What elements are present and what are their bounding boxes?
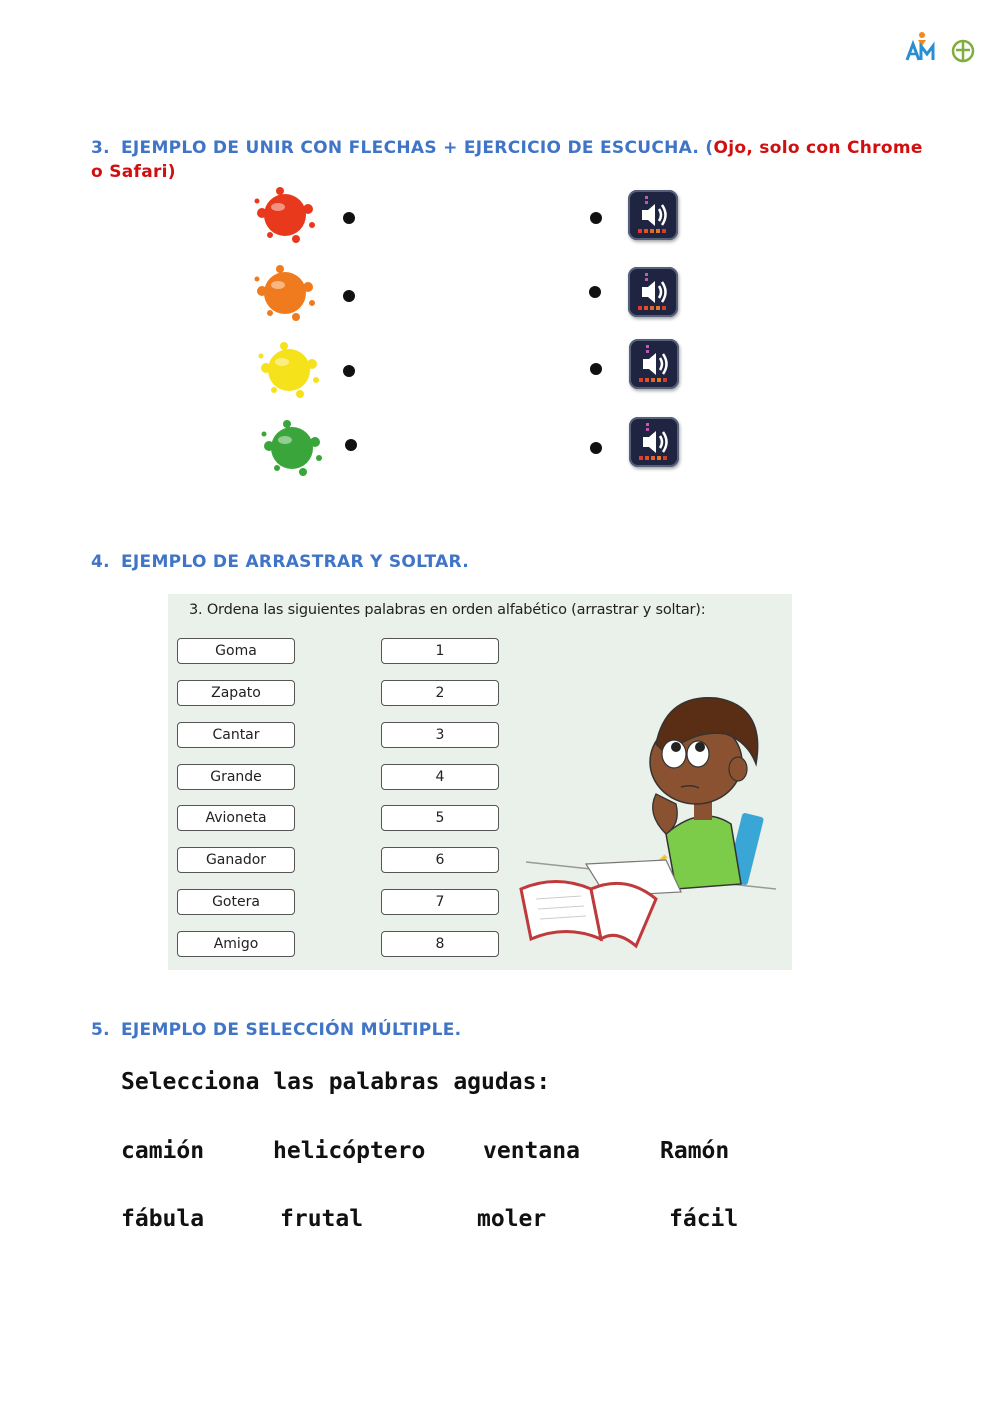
draggable-word[interactable]: Amigo xyxy=(177,931,295,957)
draggable-word[interactable]: Grande xyxy=(177,764,295,790)
drop-slot[interactable]: 7 xyxy=(381,889,499,915)
section-5-heading xyxy=(91,1020,461,1040)
drop-slot[interactable]: 4 xyxy=(381,764,499,790)
choice-word[interactable]: moler xyxy=(477,1206,547,1232)
audio-play-button[interactable] xyxy=(629,339,679,389)
browser-warning: Ojo, solo con Chrome o Safari) xyxy=(91,138,923,182)
thinking-boy-illustration xyxy=(516,684,786,954)
choice-word[interactable]: frutal xyxy=(280,1206,364,1232)
paint-splat-icon xyxy=(254,340,324,400)
draggable-word[interactable]: Goma xyxy=(177,638,295,664)
audio-play-button[interactable] xyxy=(629,417,679,467)
choice-word[interactable]: camión xyxy=(121,1138,205,1164)
match-point-right[interactable] xyxy=(590,363,602,375)
drop-slot[interactable]: 1 xyxy=(381,638,499,664)
paint-splat-icon xyxy=(250,263,320,323)
drop-slot[interactable]: 8 xyxy=(381,931,499,957)
choice-word[interactable]: helicóptero xyxy=(273,1138,426,1164)
drop-slot[interactable]: 6 xyxy=(381,847,499,873)
speaker-icon xyxy=(628,190,678,240)
section-5-number: 5. xyxy=(91,1020,110,1040)
cross-circle-logo xyxy=(950,38,976,64)
multiple-choice-prompt: Selecciona las palabras agudas: xyxy=(121,1069,551,1095)
drop-slot[interactable]: 5 xyxy=(381,805,499,831)
drag-drop-instruction: 3. Ordena las siguientes palabras en orden alfabético (arrastrar y soltar): xyxy=(189,602,706,618)
match-point-right[interactable] xyxy=(590,212,602,224)
draggable-word[interactable]: Cantar xyxy=(177,722,295,748)
choice-word[interactable]: fácil xyxy=(669,1206,739,1232)
match-point-right[interactable] xyxy=(590,442,602,454)
audio-play-button[interactable] xyxy=(628,267,678,317)
match-point-left[interactable] xyxy=(343,212,355,224)
match-point-right[interactable] xyxy=(589,286,601,298)
speaker-icon xyxy=(628,267,678,317)
match-point-left[interactable] xyxy=(343,290,355,302)
speaker-icon xyxy=(629,417,679,467)
section-3-number: 3. xyxy=(91,138,110,158)
match-point-left[interactable] xyxy=(345,439,357,451)
section-3-title: EJEMPLO DE UNIR CON FLECHAS + EJERCICIO DE ESCUCHA. ( xyxy=(121,138,714,158)
section-5-title: EJEMPLO DE SELECCIÓN MÚLTIPLE. xyxy=(121,1020,462,1040)
paint-splat-icon xyxy=(250,185,320,245)
drop-slot[interactable]: 3 xyxy=(381,722,499,748)
match-point-left[interactable] xyxy=(343,365,355,377)
draggable-word[interactable]: Zapato xyxy=(177,680,295,706)
speaker-icon xyxy=(629,339,679,389)
section-4-number: 4. xyxy=(91,552,110,572)
choice-word[interactable]: ventana xyxy=(483,1138,580,1164)
section-4-heading xyxy=(91,552,469,572)
audio-play-button[interactable] xyxy=(628,190,678,240)
drop-slot[interactable]: 2 xyxy=(381,680,499,706)
atm-logo xyxy=(904,30,938,64)
choice-word[interactable]: fábula xyxy=(121,1206,205,1232)
section-3-heading xyxy=(91,136,931,184)
section-4-title: EJEMPLO DE ARRASTRAR Y SOLTAR. xyxy=(121,552,469,572)
draggable-word[interactable]: Avioneta xyxy=(177,805,295,831)
drag-drop-panel xyxy=(168,594,792,970)
paint-splat-icon xyxy=(257,418,327,478)
draggable-word[interactable]: Gotera xyxy=(177,889,295,915)
choice-word[interactable]: Ramón xyxy=(660,1138,730,1164)
draggable-word[interactable]: Ganador xyxy=(177,847,295,873)
